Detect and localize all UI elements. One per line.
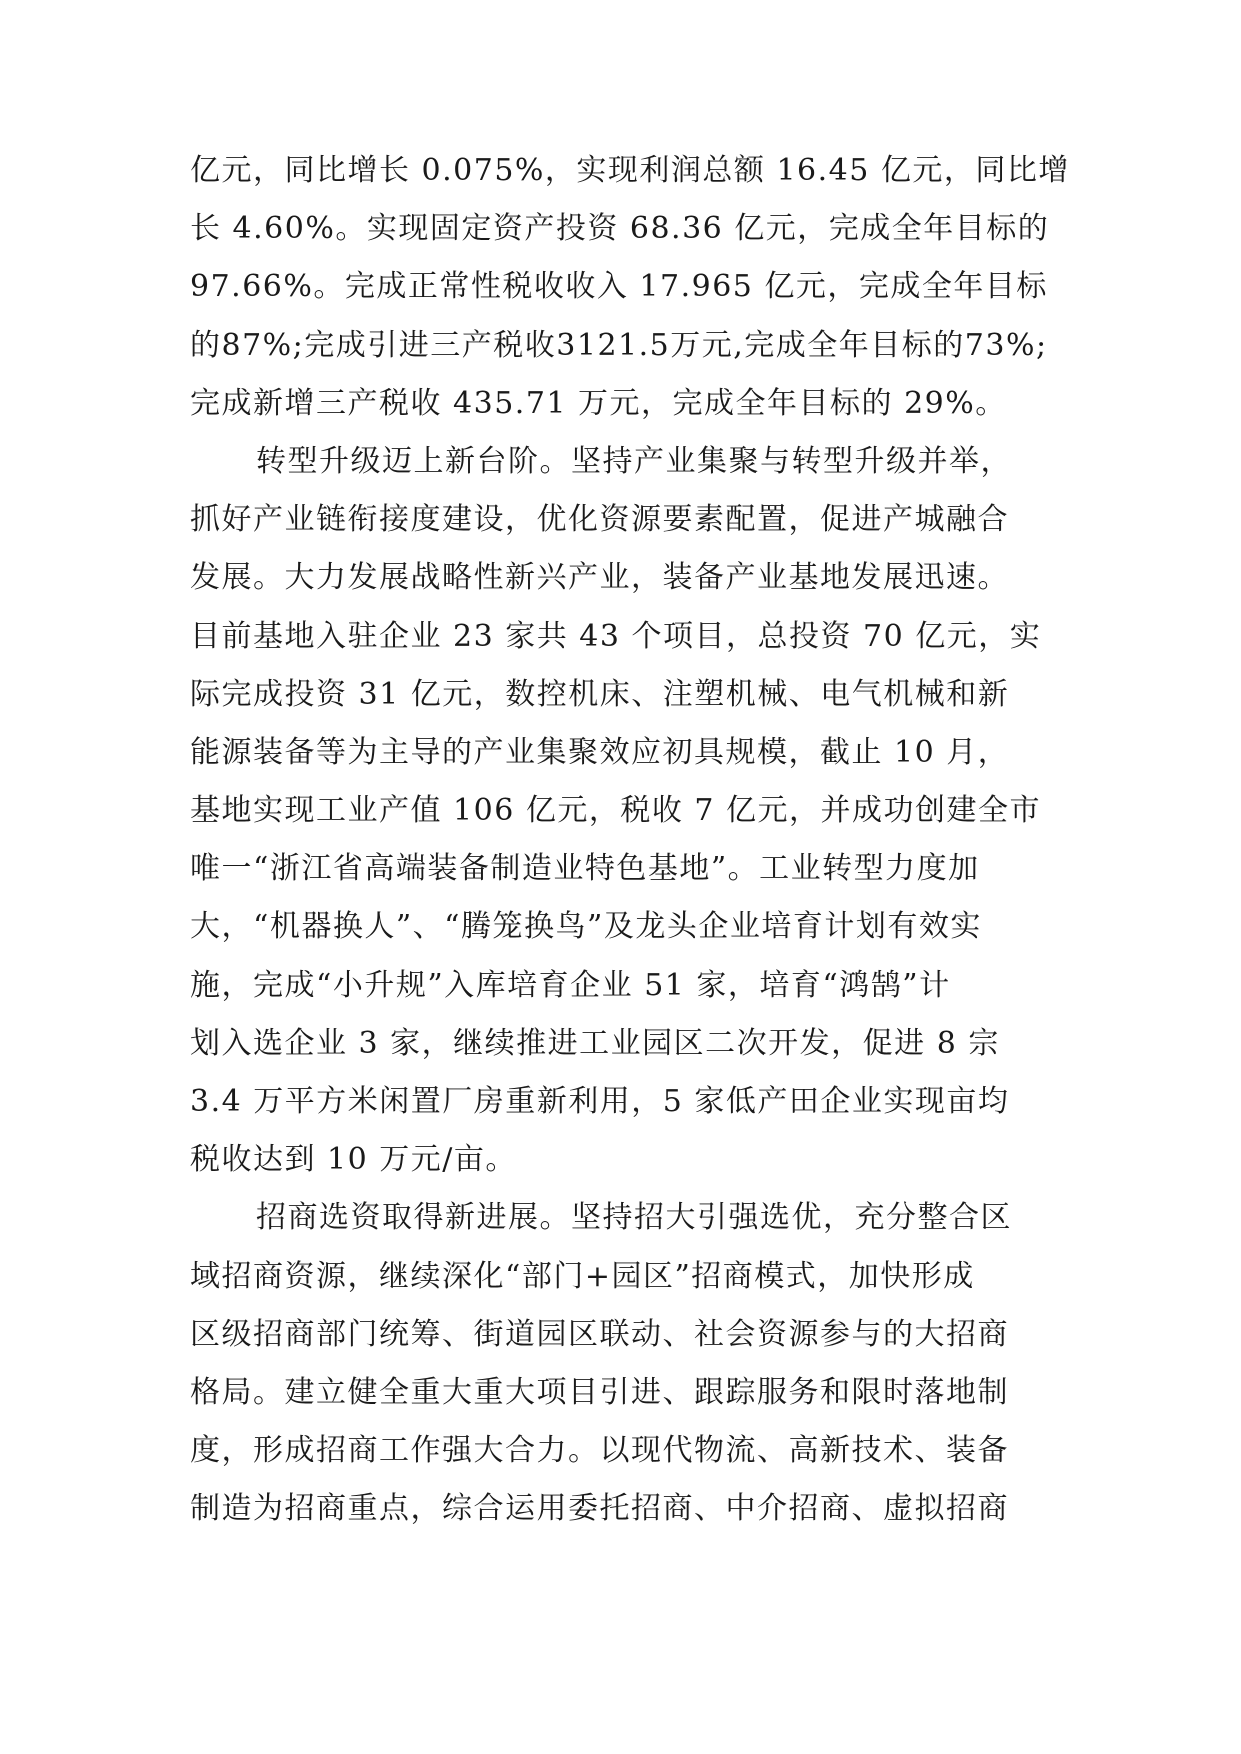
- text-line: 完成新增三产税收 435.71 万元，完成全年目标的 29%。: [190, 385, 1007, 421]
- text-line: 转型升级迈上新台阶。坚持产业集聚与转型升级并举，: [256, 443, 1012, 479]
- text-line: 度，形成招商工作强大合力。以现代物流、高新技术、装备: [190, 1433, 1009, 1469]
- text-line: 施，完成“小升规”入库培育企业 51 家，培育“鸿鹄”计: [190, 967, 951, 1003]
- text-line: 长 4.60%。实现固定资产投资 68.36 亿元，完成全年目标的: [190, 211, 1050, 247]
- text-line: 划入选企业 3 家，继续推进工业园区二次开发，促进 8 宗: [190, 1025, 1000, 1061]
- text-line: 亿元，同比增长 0.075%，实现利润总额 16.45 亿元，同比增: [190, 153, 1070, 188]
- text-line: 格局。建立健全重大重大项目引进、跟踪服务和限时落地制: [190, 1374, 1009, 1410]
- document-body: [190, 142, 1070, 1539]
- text-line: 目前基地入驻企业 23 家共 43 个项目，总投资 70 亿元，实: [190, 618, 1042, 654]
- text-line: 大，“机器换人”、“腾笼换鸟”及龙头企业培育计划有效实: [190, 909, 982, 945]
- text-line: 税收达到 10 万元/亩。: [190, 1142, 517, 1178]
- text-line: 能源装备等为主导的产业集聚效应初具规模，截止 10 月，: [190, 734, 1010, 770]
- text-line: 3.4 万平方米闲置厂房重新利用，5 家低产田企业实现亩均: [190, 1084, 1010, 1119]
- text-line: 基地实现工业产值 106 亿元，税收 7 亿元，并成功创建全市: [190, 793, 1041, 829]
- paragraph: [190, 433, 1070, 1189]
- paragraph: [190, 142, 1070, 433]
- text-line: 发展。大力发展战略性新兴产业，装备产业基地发展迅速。: [190, 560, 1009, 596]
- text-line: 抓好产业链衔接度建设，优化资源要素配置，促进产城融合: [190, 502, 1009, 538]
- text-line: 招商选资取得新进展。坚持招大引强选优，充分整合区: [256, 1200, 1012, 1236]
- text-line: 的87%;完成引进三产税收3121.5万元,完成全年目标的73%;: [190, 327, 1048, 363]
- text-line: 制造为招商重点，综合运用委托招商、中介招商、虚拟招商: [190, 1491, 1009, 1527]
- paragraph: [190, 1189, 1070, 1538]
- text-line: 域招商资源，继续深化“部门+园区”招商模式，加快形成: [190, 1258, 975, 1294]
- text-line: 际完成投资 31 亿元，数控机床、注塑机械、电气机械和新: [190, 676, 1010, 712]
- text-line: 唯一“浙江省高端装备制造业特色基地”。工业转型力度加: [190, 851, 980, 887]
- text-line: 区级招商部门统筹、街道园区联动、社会资源参与的大招商: [190, 1316, 1009, 1352]
- text-line: 97.66%。完成正常性税收收入 17.965 亿元，完成全年目标: [190, 269, 1048, 305]
